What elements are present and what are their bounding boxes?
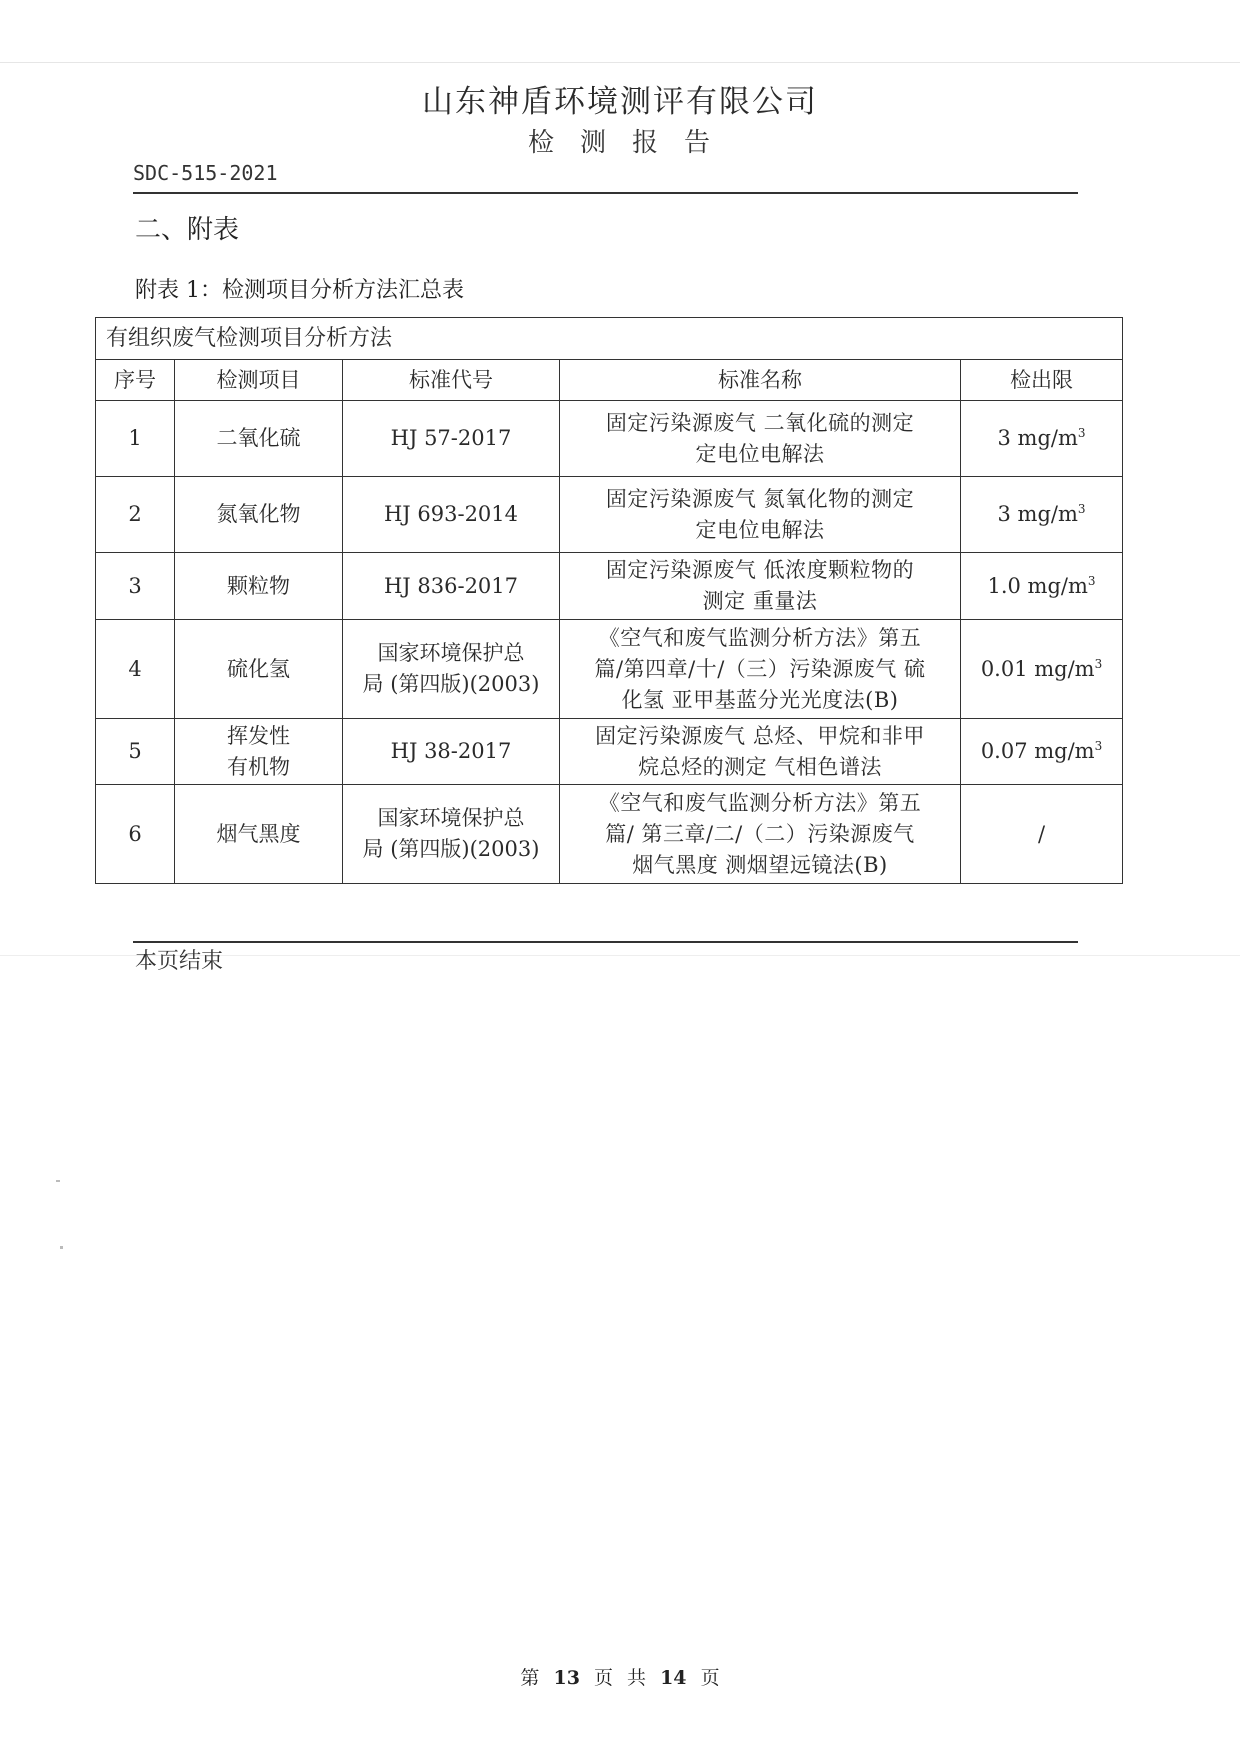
row-item [175,719,343,785]
table-row [96,401,1123,477]
row-item: 二氧化硫 [175,401,343,477]
row-number: 4 [96,620,175,719]
limit-superscript: 3 [1087,573,1096,588]
row-code: HJ 836-2017 [343,553,560,620]
scan-speck [60,1246,63,1249]
row-number: 6 [96,785,175,884]
item-line: 有机物 [227,754,290,779]
limit-superscript: 3 [1077,502,1086,516]
row-standard-name [560,401,961,477]
table-title-row [96,318,1123,360]
row-limit [961,620,1123,719]
page-number [0,1663,1240,1690]
row-standard-name [560,553,961,620]
end-divider [133,941,1078,943]
standard-name-line: 《空气和废气监测分析方法》第五 [598,790,922,815]
row-limit [961,553,1123,620]
standard-name-line: 固定污染源废气 二氧化硫的测定 [605,410,915,435]
row-item: 氮氧化物 [175,477,343,553]
item-line: 挥发性 [227,723,290,748]
standard-code-line: 国家环境保护总 [377,641,525,665]
standard-code-line: 国家环境保护总 [377,806,525,830]
standard-name-line: 烷总烃的测定 气相色谱法 [638,754,882,779]
column-header-name: 标准名称 [560,360,961,401]
table-header-row [96,360,1123,401]
standard-name-line: 篇/第四章/十/（三）污染源废气 硫 [594,656,926,681]
table-caption: 附表 1：检测项目分析方法汇总表 [135,278,464,303]
limit-value: 3 mg/m [997,426,1078,450]
table-row [96,477,1123,553]
table-row [96,785,1123,884]
standard-name-line: 固定污染源废气 低浓度颗粒物的 [605,558,915,582]
standard-name-line: 测定 重量法 [702,589,818,613]
row-code: HJ 693-2014 [343,477,560,553]
limit-value: 0.01 mg/m [980,656,1095,681]
limit-value: 1.0 mg/m [987,573,1088,598]
row-item: 颗粒物 [175,553,343,620]
table-row [96,719,1123,785]
row-limit [961,719,1123,785]
row-limit [961,401,1123,477]
row-standard-name [560,620,961,719]
scan-speck [56,1180,60,1182]
row-code [343,620,560,719]
row-standard-name [560,477,961,553]
row-standard-name [560,785,961,884]
standard-name-line: 化氢 亚甲基蓝分光光度法(B) [621,687,899,712]
row-code: HJ 38-2017 [343,719,560,785]
row-number: 5 [96,719,175,785]
report-title: 检测报告 [527,128,736,158]
column-header-item: 检测项目 [175,360,343,401]
row-code [343,785,560,884]
standard-name-line: 定电位电解法 [695,517,825,542]
row-code: HJ 57-2017 [343,401,560,477]
standard-name-line: 篇/ 第三章/二/（二）污染源废气 [605,821,915,846]
row-number: 3 [96,553,175,620]
row-standard-name [560,719,961,785]
limit-superscript: 3 [1094,656,1103,671]
column-header-no: 序号 [96,360,175,401]
table-row [96,553,1123,620]
page-prefix: 第 [520,1667,540,1689]
table-title: 有组织废气检测项目分析方法 [96,318,1123,360]
page-total: 14 [660,1667,687,1689]
table-row [96,620,1123,719]
row-number: 2 [96,477,175,553]
row-item: 烟气黑度 [175,785,343,884]
standard-name-line: 定电位电解法 [695,441,825,466]
row-item: 硫化氢 [175,620,343,719]
page-suffix: 页 [700,1667,720,1689]
standard-name-line: 固定污染源废气 氮氧化物的测定 [605,486,915,511]
scan-edge-line [0,62,1240,63]
row-limit: / [961,785,1123,884]
column-header-limit: 检出限 [961,360,1123,401]
limit-value: 0.07 mg/m [980,739,1095,763]
standard-name-line: 《空气和废气监测分析方法》第五 [598,625,922,650]
company-name: 山东神盾环境测评有限公司 [422,84,818,120]
document-code: SDC-515-2021 [133,161,278,185]
limit-superscript: 3 [1077,426,1086,440]
section-heading: 二、附表 [135,215,240,245]
standard-name-line: 烟气黑度 测烟望远镜法(B) [632,852,888,877]
page-current: 13 [553,1667,580,1689]
limit-value: 3 mg/m [997,502,1078,526]
row-number: 1 [96,401,175,477]
end-of-page-note: 本页结束 [135,949,224,974]
column-header-code: 标准代号 [343,360,560,401]
row-limit [961,477,1123,553]
analysis-methods-table [95,317,1123,884]
standard-name-line: 固定污染源废气 总烃、甲烷和非甲 [595,723,925,748]
page-middle: 页 共 [593,1667,647,1689]
standard-code-line: 局 (第四版)(2003) [362,837,540,861]
standard-code-line: 局 (第四版)(2003) [362,672,540,696]
header-divider [133,192,1078,194]
limit-superscript: 3 [1094,739,1103,753]
